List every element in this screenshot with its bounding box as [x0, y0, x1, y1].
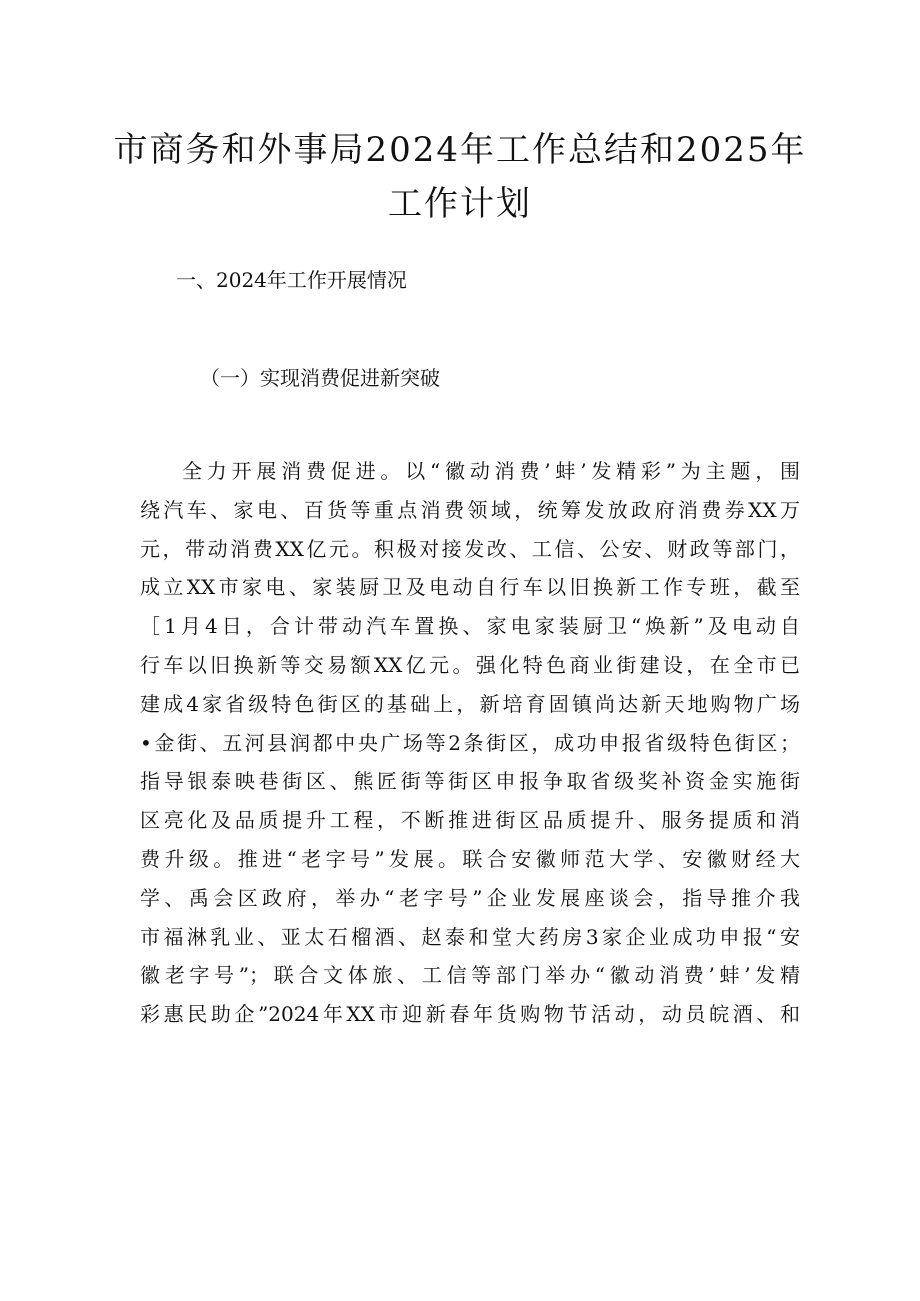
paragraph-line: •金街、五河县润都中央广场等2条街区，成功申报省级特色街区； — [140, 730, 800, 755]
paragraph-line: 全力开展消费促进。以“徽动消费’蚌’发精彩”为主题，围 — [182, 459, 800, 483]
paragraph-line: 行车以旧换新等交易额XX亿元。强化特色商业街建设，在全市已 — [140, 652, 800, 677]
paragraph-line: 区亮化及品质提升工程，不断推进街区品质提升、服务提质和消 — [140, 808, 800, 833]
paragraph-line: 徽老字号”；联合文体旅、工信等部门举办“徽动消费’蚌’发精 — [140, 963, 800, 988]
document-title-line-1: 市商务和外事局2024年工作总结和2025年 — [113, 130, 807, 170]
paragraph-line: 指导银泰映巷街区、熊匠街等街区申报争取省级奖补资金实施街 — [140, 769, 800, 794]
subsection-heading: （一）实现消费促进新突破 — [200, 366, 440, 390]
paragraph-line: 绕汽车、家电、百货等重点消费领域，统筹发放政府消费券XX万 — [140, 497, 800, 522]
paragraph-line: 彩惠民助企”2024年XX市迎新春年货购物节活动，动员皖酒、和 — [140, 1002, 800, 1027]
section-heading: 一、2024年工作开展情况 — [176, 268, 407, 292]
document-title-line-2: 工作计划 — [388, 184, 532, 224]
paragraph-line: 费升级。推进“老字号”发展。联合安徽师范大学、安徽财经大 — [140, 846, 800, 871]
body-paragraph — [140, 452, 800, 1034]
paragraph-line: 学、禹会区政府，举办“老字号”企业发展座谈会，指导推介我 — [140, 885, 800, 910]
paragraph-line: 元，带动消费XX亿元。积极对接发改、工信、公安、财政等部门， — [140, 536, 800, 561]
paragraph-line: 成立XX市家电、家装厨卫及电动自行车以旧换新工作专班，截至 — [140, 575, 800, 600]
paragraph-line: 建成4家省级特色街区的基础上，新培育固镇尚达新天地购物广场 — [140, 691, 800, 716]
paragraph-line: 市福淋乳业、亚太石榴酒、赵泰和堂大药房3家企业成功申报“安 — [140, 924, 800, 949]
paragraph-line: ［1月4日，合计带动汽车置换、家电家装厨卫“焕新”及电动自 — [140, 614, 800, 639]
